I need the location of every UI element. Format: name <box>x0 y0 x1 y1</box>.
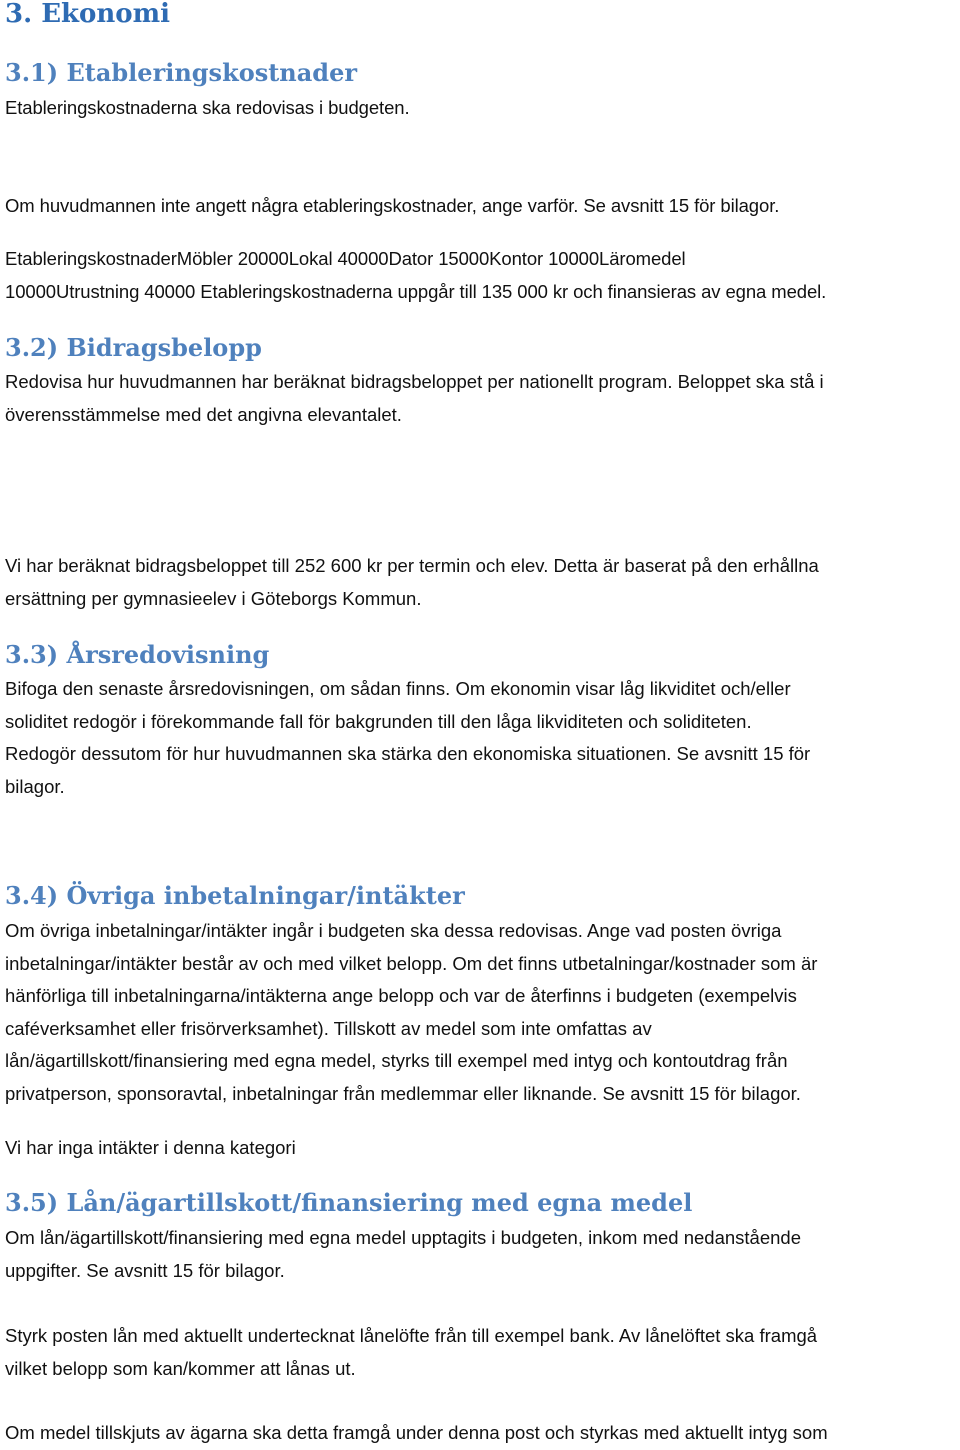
text-line: EtableringskostnaderMöbler 20000Lokal 40000Dator 15000Kontor 10000Läromedel <box>5 248 686 269</box>
text-line: ersättning per gymnasieelev i Göteborgs Kommun. <box>5 587 422 609</box>
text-line: bilagor. <box>5 775 65 797</box>
paragraph-bidrag-answer <box>5 550 819 615</box>
text-line: vilket belopp som kan/kommer att lånas ut. <box>5 1357 356 1379</box>
text-line: Redovisa hur huvudmannen har beräknat bidragsbeloppet per nationellt program. Beloppet ska stå i <box>5 371 824 392</box>
paragraph-arsredovisning <box>5 673 810 803</box>
paragraph-ovriga-instruction <box>5 915 817 1110</box>
text-line: privatperson, sponsoravtal, inbetalningar från medlemmar eller liknande. Se avsnitt 15 för bilagor. <box>5 1082 801 1104</box>
text-line: inbetalningar/intäkter består av och med vilket belopp. Om det finns utbetalningar/kostnader som är <box>5 952 818 974</box>
text-line: överensstämmelse med det angivna elevantalet. <box>5 403 402 425</box>
text-line: Bifoga den senaste årsredovisningen, om sådan finns. Om ekonomin visar låg likviditet och/eller <box>5 678 791 699</box>
text-line: uppgifter. Se avsnitt 15 för bilagor. <box>5 1259 285 1281</box>
text-line: caféverksamhet eller frisörverksamhet). Tillskott av medel som inte omfattas av <box>5 1017 652 1039</box>
heading-arsredovisning: 3.3) Årsredovisning <box>5 640 270 669</box>
paragraph-etablering-answer <box>5 243 826 308</box>
heading-bidragsbelopp: 3.2) Bidragsbelopp <box>5 333 262 362</box>
paragraph-ovriga-answer: Vi har inga intäkter i denna kategori <box>5 1137 296 1158</box>
text-line: Om övriga inbetalningar/intäkter ingår i budgeten ska dessa redovisas. Ange vad posten övriga <box>5 920 782 941</box>
paragraph-lan-loan <box>5 1320 817 1385</box>
paragraph-etablering-intro: Etableringskostnaderna ska redovisas i budgeten. <box>5 97 410 118</box>
heading-ovriga-inbetalningar: 3.4) Övriga inbetalningar/intäkter <box>5 881 465 910</box>
text-line: soliditet redogör i förekommande fall för bakgrunden till den låga likviditeten och soliditeten. <box>5 710 752 732</box>
text-line: Styrk posten lån med aktuellt undertecknat lånelöfte från till exempel bank. Av lånelöftet ska framgå <box>5 1325 818 1346</box>
text-line: Vi har beräknat bidragsbeloppet till 252 600 kr per termin och elev. Detta är baserat på den erhållna <box>5 555 819 576</box>
heading-lan-agartillskott: 3.5) Lån/ägartillskott/finansiering med egna medel <box>5 1188 693 1217</box>
text-line: Om lån/ägartillskott/finansiering med egna medel upptagits i budgeten, inkom med nedanstående <box>5 1227 801 1248</box>
text-line: hänförliga till inbetalningarna/intäkterna ange belopp och var de återfinns i budgeten (exempelvis <box>5 985 797 1006</box>
text-line: Redogör dessutom för hur huvudmannen ska stärka den ekonomiska situationen. Se avsnitt 15 för <box>5 743 811 764</box>
paragraph-etablering-instruction: Om huvudmannen inte angett några etableringskostnader, ange varför. Se avsnitt 15 för bilagor. <box>5 195 780 216</box>
text-line: 10000Utrustning 40000 Etableringskostnaderna uppgår till 135 000 kr och finansieras av egna medel. <box>5 280 827 302</box>
paragraph-lan-owner: Om medel tillskjuts av ägarna ska detta framgå under denna post och styrkas med aktuellt intyg som <box>5 1422 828 1443</box>
paragraph-bidrag-instruction <box>5 366 824 431</box>
text-line: lån/ägartillskott/finansiering med egna medel, styrks till exempel med intyg och kontoutdrag från <box>5 1050 788 1071</box>
heading-etableringskostnader: 3.1) Etableringskostnader <box>5 58 357 87</box>
paragraph-lan-instruction <box>5 1222 801 1287</box>
section-title: 3. Ekonomi <box>5 0 171 29</box>
